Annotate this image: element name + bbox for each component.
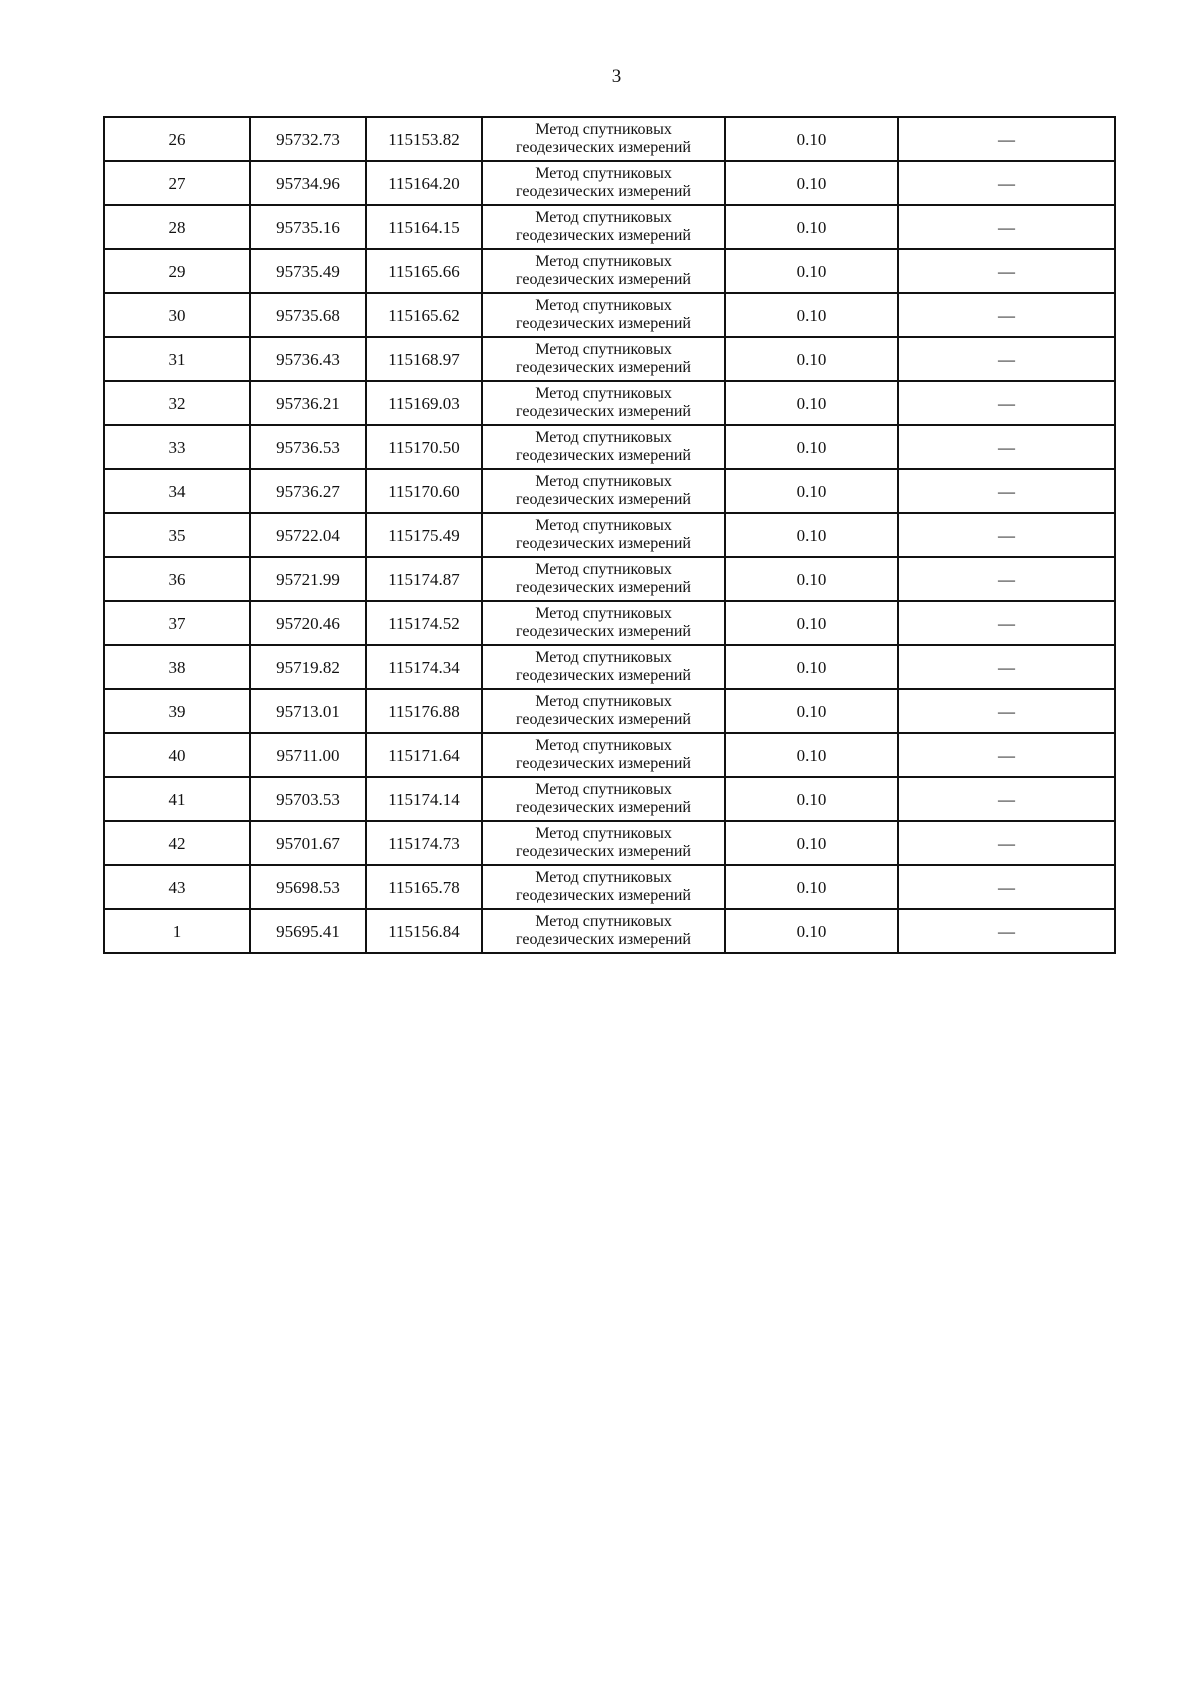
method-line-1: Метод спутниковых <box>535 209 672 227</box>
method-cell <box>482 249 725 293</box>
x-coordinate-cell: 95695.41 <box>250 909 366 953</box>
method-cell <box>482 645 725 689</box>
table-row <box>104 337 1115 381</box>
point-number-cell: 36 <box>104 557 250 601</box>
method-line-1: Метод спутниковых <box>535 341 672 359</box>
method-cell <box>482 205 725 249</box>
point-number-cell: 42 <box>104 821 250 865</box>
accuracy-cell: 0.10 <box>725 557 898 601</box>
table-row <box>104 249 1115 293</box>
accuracy-cell: 0.10 <box>725 381 898 425</box>
method-line-2: геодезических измерений <box>516 931 691 948</box>
method-line-2: геодезических измерений <box>516 623 691 640</box>
method-line-1: Метод спутниковых <box>535 869 672 887</box>
method-cell <box>482 425 725 469</box>
table-row <box>104 293 1115 337</box>
accuracy-cell: 0.10 <box>725 293 898 337</box>
description-cell: — <box>898 469 1115 513</box>
description-cell: — <box>898 865 1115 909</box>
y-coordinate-cell: 115164.20 <box>366 161 482 205</box>
method-line-1: Метод спутниковых <box>535 913 672 931</box>
x-coordinate-cell: 95720.46 <box>250 601 366 645</box>
description-cell: — <box>898 337 1115 381</box>
accuracy-cell: 0.10 <box>725 337 898 381</box>
table-row <box>104 865 1115 909</box>
point-number-cell: 40 <box>104 733 250 777</box>
description-cell: — <box>898 205 1115 249</box>
accuracy-cell: 0.10 <box>725 733 898 777</box>
x-coordinate-cell: 95736.43 <box>250 337 366 381</box>
method-cell <box>482 733 725 777</box>
accuracy-cell: 0.10 <box>725 117 898 161</box>
accuracy-cell: 0.10 <box>725 249 898 293</box>
method-line-1: Метод спутниковых <box>535 649 672 667</box>
method-line-1: Метод спутниковых <box>535 737 672 755</box>
x-coordinate-cell: 95703.53 <box>250 777 366 821</box>
y-coordinate-cell: 115174.52 <box>366 601 482 645</box>
accuracy-cell: 0.10 <box>725 601 898 645</box>
description-cell: — <box>898 601 1115 645</box>
table-row <box>104 469 1115 513</box>
y-coordinate-cell: 115165.66 <box>366 249 482 293</box>
table-row <box>104 601 1115 645</box>
method-cell <box>482 777 725 821</box>
point-number-cell: 35 <box>104 513 250 557</box>
method-line-2: геодезических измерений <box>516 447 691 464</box>
method-line-1: Метод спутниковых <box>535 165 672 183</box>
accuracy-cell: 0.10 <box>725 469 898 513</box>
method-line-1: Метод спутниковых <box>535 121 672 139</box>
method-cell <box>482 381 725 425</box>
coordinates-table-body <box>104 117 1115 953</box>
description-cell: — <box>898 909 1115 953</box>
method-cell <box>482 689 725 733</box>
method-line-2: геодезических измерений <box>516 403 691 420</box>
point-number-cell: 31 <box>104 337 250 381</box>
x-coordinate-cell: 95735.16 <box>250 205 366 249</box>
y-coordinate-cell: 115164.15 <box>366 205 482 249</box>
description-cell: — <box>898 161 1115 205</box>
point-number-cell: 34 <box>104 469 250 513</box>
accuracy-cell: 0.10 <box>725 821 898 865</box>
method-cell <box>482 601 725 645</box>
y-coordinate-cell: 115174.14 <box>366 777 482 821</box>
method-cell <box>482 557 725 601</box>
table-row <box>104 909 1115 953</box>
method-line-2: геодезических измерений <box>516 139 691 156</box>
point-number-cell: 32 <box>104 381 250 425</box>
accuracy-cell: 0.10 <box>725 425 898 469</box>
description-cell: — <box>898 513 1115 557</box>
method-line-1: Метод спутниковых <box>535 605 672 623</box>
table-row <box>104 645 1115 689</box>
x-coordinate-cell: 95734.96 <box>250 161 366 205</box>
y-coordinate-cell: 115156.84 <box>366 909 482 953</box>
point-number-cell: 37 <box>104 601 250 645</box>
method-cell <box>482 293 725 337</box>
accuracy-cell: 0.10 <box>725 909 898 953</box>
x-coordinate-cell: 95732.73 <box>250 117 366 161</box>
method-cell <box>482 117 725 161</box>
table-row <box>104 117 1115 161</box>
accuracy-cell: 0.10 <box>725 513 898 557</box>
method-line-2: геодезических измерений <box>516 579 691 596</box>
x-coordinate-cell: 95713.01 <box>250 689 366 733</box>
point-number-cell: 28 <box>104 205 250 249</box>
method-line-2: геодезических измерений <box>516 755 691 772</box>
method-line-2: геодезических измерений <box>516 887 691 904</box>
method-line-1: Метод спутниковых <box>535 473 672 491</box>
method-line-2: геодезических измерений <box>516 843 691 860</box>
x-coordinate-cell: 95736.21 <box>250 381 366 425</box>
method-cell <box>482 469 725 513</box>
method-cell <box>482 513 725 557</box>
method-line-1: Метод спутниковых <box>535 825 672 843</box>
method-line-2: геодезических измерений <box>516 359 691 376</box>
method-line-2: геодезических измерений <box>516 271 691 288</box>
method-line-1: Метод спутниковых <box>535 781 672 799</box>
accuracy-cell: 0.10 <box>725 205 898 249</box>
x-coordinate-cell: 95701.67 <box>250 821 366 865</box>
table-row <box>104 733 1115 777</box>
method-cell <box>482 821 725 865</box>
x-coordinate-cell: 95735.68 <box>250 293 366 337</box>
point-number-cell: 29 <box>104 249 250 293</box>
x-coordinate-cell: 95735.49 <box>250 249 366 293</box>
y-coordinate-cell: 115165.62 <box>366 293 482 337</box>
method-line-2: геодезических измерений <box>516 315 691 332</box>
y-coordinate-cell: 115153.82 <box>366 117 482 161</box>
method-line-2: геодезических измерений <box>516 491 691 508</box>
point-number-cell: 38 <box>104 645 250 689</box>
y-coordinate-cell: 115174.87 <box>366 557 482 601</box>
x-coordinate-cell: 95736.53 <box>250 425 366 469</box>
method-line-2: геодезических измерений <box>516 711 691 728</box>
description-cell: — <box>898 821 1115 865</box>
y-coordinate-cell: 115165.78 <box>366 865 482 909</box>
description-cell: — <box>898 777 1115 821</box>
method-line-1: Метод спутниковых <box>535 693 672 711</box>
method-line-2: геодезических измерений <box>516 183 691 200</box>
description-cell: — <box>898 733 1115 777</box>
method-line-2: геодезических измерений <box>516 667 691 684</box>
point-number-cell: 33 <box>104 425 250 469</box>
method-cell <box>482 337 725 381</box>
method-line-1: Метод спутниковых <box>535 253 672 271</box>
description-cell: — <box>898 425 1115 469</box>
accuracy-cell: 0.10 <box>725 865 898 909</box>
description-cell: — <box>898 381 1115 425</box>
table-row <box>104 557 1115 601</box>
y-coordinate-cell: 115175.49 <box>366 513 482 557</box>
point-number-cell: 41 <box>104 777 250 821</box>
point-number-cell: 30 <box>104 293 250 337</box>
y-coordinate-cell: 115169.03 <box>366 381 482 425</box>
table-row <box>104 513 1115 557</box>
description-cell: — <box>898 249 1115 293</box>
method-cell <box>482 909 725 953</box>
accuracy-cell: 0.10 <box>725 161 898 205</box>
coordinates-table <box>103 116 1116 954</box>
method-cell <box>482 161 725 205</box>
table-row <box>104 205 1115 249</box>
x-coordinate-cell: 95736.27 <box>250 469 366 513</box>
point-number-cell: 1 <box>104 909 250 953</box>
y-coordinate-cell: 115168.97 <box>366 337 482 381</box>
accuracy-cell: 0.10 <box>725 777 898 821</box>
x-coordinate-cell: 95698.53 <box>250 865 366 909</box>
x-coordinate-cell: 95711.00 <box>250 733 366 777</box>
page-number: 3 <box>611 66 622 87</box>
y-coordinate-cell: 115170.50 <box>366 425 482 469</box>
y-coordinate-cell: 115174.34 <box>366 645 482 689</box>
description-cell: — <box>898 645 1115 689</box>
table-row <box>104 777 1115 821</box>
accuracy-cell: 0.10 <box>725 689 898 733</box>
y-coordinate-cell: 115176.88 <box>366 689 482 733</box>
x-coordinate-cell: 95721.99 <box>250 557 366 601</box>
point-number-cell: 26 <box>104 117 250 161</box>
x-coordinate-cell: 95722.04 <box>250 513 366 557</box>
point-number-cell: 39 <box>104 689 250 733</box>
point-number-cell: 43 <box>104 865 250 909</box>
method-line-1: Метод спутниковых <box>535 385 672 403</box>
table-row <box>104 689 1115 733</box>
description-cell: — <box>898 689 1115 733</box>
description-cell: — <box>898 293 1115 337</box>
y-coordinate-cell: 115174.73 <box>366 821 482 865</box>
y-coordinate-cell: 115170.60 <box>366 469 482 513</box>
description-cell: — <box>898 117 1115 161</box>
description-cell: — <box>898 557 1115 601</box>
method-line-1: Метод спутниковых <box>535 561 672 579</box>
table-row <box>104 161 1115 205</box>
y-coordinate-cell: 115171.64 <box>366 733 482 777</box>
method-cell <box>482 865 725 909</box>
table-row <box>104 381 1115 425</box>
table-row <box>104 425 1115 469</box>
method-line-1: Метод спутниковых <box>535 517 672 535</box>
method-line-1: Метод спутниковых <box>535 429 672 447</box>
x-coordinate-cell: 95719.82 <box>250 645 366 689</box>
point-number-cell: 27 <box>104 161 250 205</box>
accuracy-cell: 0.10 <box>725 645 898 689</box>
method-line-1: Метод спутниковых <box>535 297 672 315</box>
method-line-2: геодезических измерений <box>516 227 691 244</box>
method-line-2: геодезических измерений <box>516 535 691 552</box>
table-row <box>104 821 1115 865</box>
method-line-2: геодезических измерений <box>516 799 691 816</box>
